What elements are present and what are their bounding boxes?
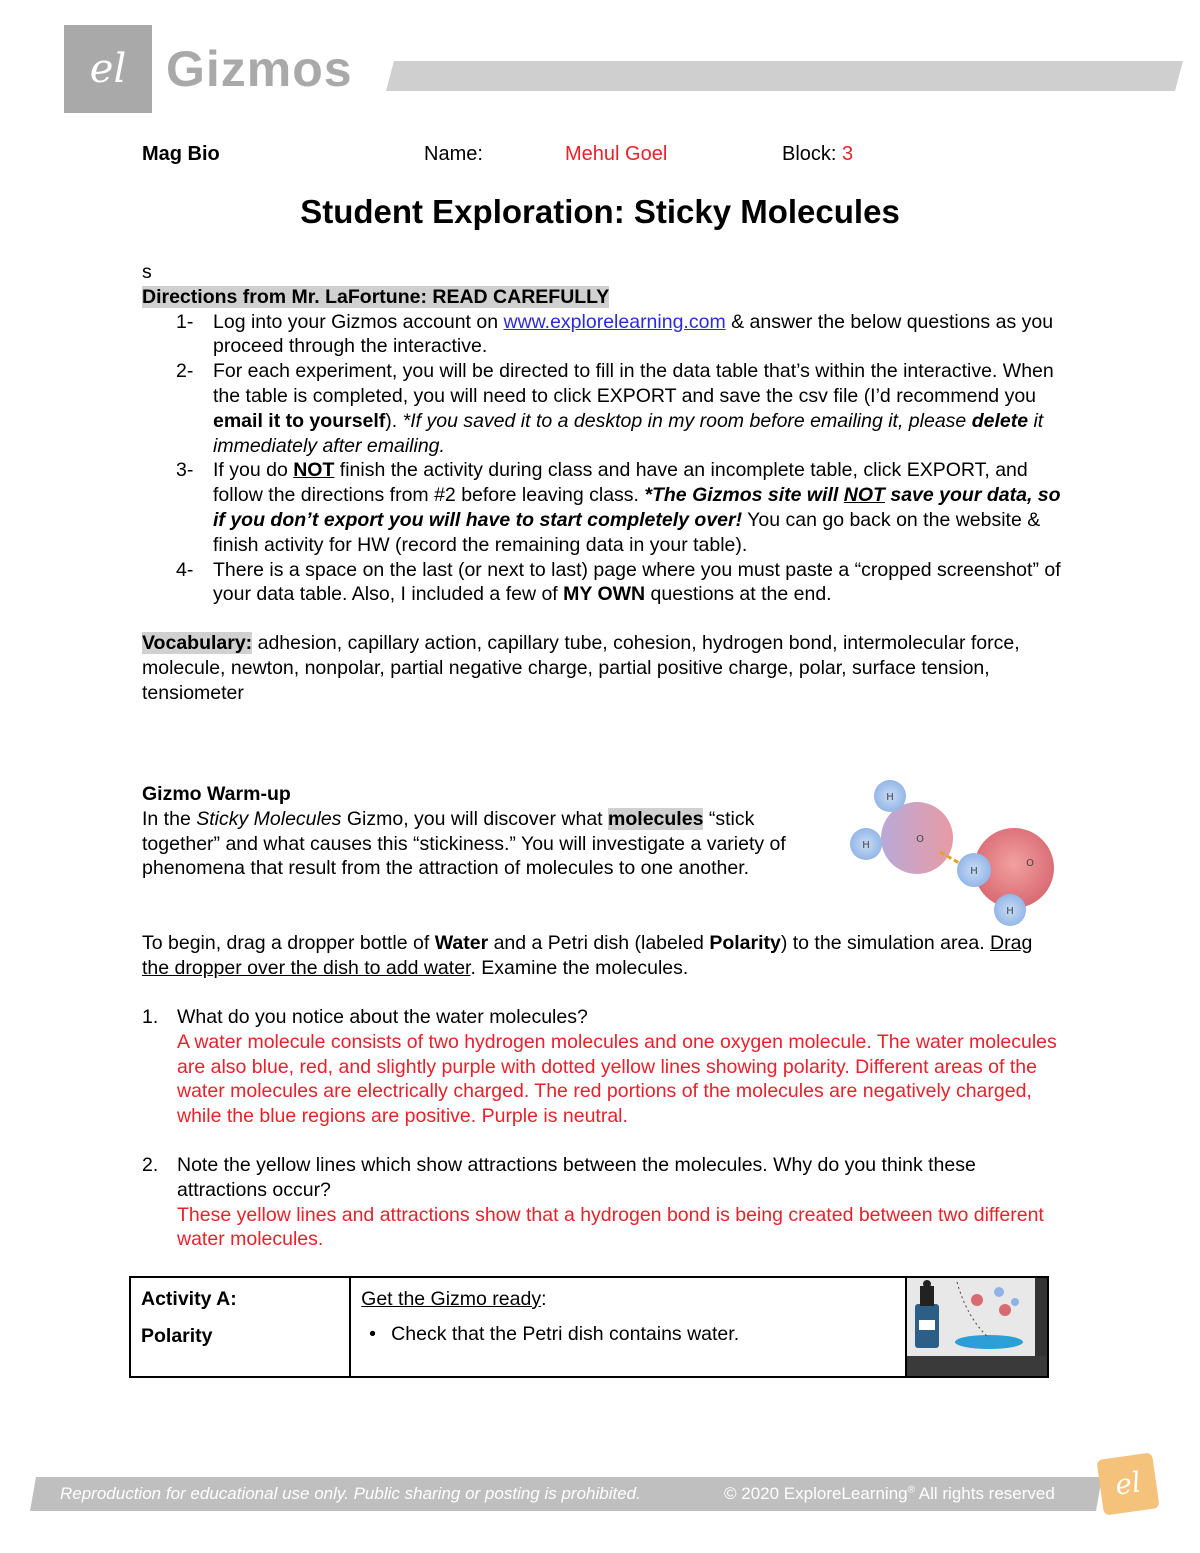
direction-text: ). [385,409,403,432]
warmup-instructions [142,931,1062,981]
logo-mark [64,25,152,113]
warmup-text: . Examine the molecules. [470,956,689,979]
warmup-text: ) to the simulation area. [780,932,991,954]
oxygen-label: O [1026,858,1034,869]
badge-letters: el [1112,1465,1143,1502]
direction-bold-italic: *The Gizmos site will [644,484,844,507]
vocabulary-text: adhesion, capillary action, capillary tube, cohesion, hydrogen bond, intermolecular force, molecule, newton, nonpolar, partial negative charge, partial positive charge, polar, surface tension, tensiometer [142,632,1020,704]
warmup-heading: Gizmo Warm-up [142,783,291,805]
direction-text: finish the activity during class and have an incomplete table, click EXPORT, and follow the directions from #2 before leaving class. [213,459,1028,507]
warmup-text: and a Petri dish (labeled [488,932,710,954]
water-molecule-1 [850,780,953,874]
activity-label-cell [130,1277,350,1377]
warmup-paragraph [142,807,802,881]
activity-table [129,1276,1049,1378]
block-row [782,143,853,166]
logo-letters: el [89,46,127,92]
direction-bold-underline: NOT [293,459,335,482]
direction-text: If you do [213,459,294,482]
warmup-section [142,782,802,881]
direction-number: 2- [176,360,194,383]
direction-bold-italic: save your data, so if you don’t export you will have to start completely over! [213,484,1061,531]
hydrogen-label: H [970,866,978,877]
direction-text: questions at the end. [645,583,832,606]
direction-italic-bold: delete [971,409,1029,432]
direction-item [142,310,1062,360]
gizmo-ready-colon: : [541,1288,547,1310]
gizmo-ready-line [361,1288,895,1311]
explorelearning-badge-icon [1096,1452,1159,1515]
direction-item [142,458,1062,557]
vocabulary-label: Vocabulary: [142,632,253,655]
directions-heading [142,285,1062,310]
explorelearning-link[interactable]: www.explorelearning.com [503,310,726,333]
direction-text: There is a space on the last (or next to last) page where you must paste a “cropped screenshot” of your data table. Also, I included a few of [213,558,1061,606]
activity-instructions-cell [350,1277,906,1377]
footer-disclaimer: Reproduction for educational use only. Public sharing or posting is prohibited. [60,1484,641,1503]
direction-text: & answer the below questions as you proceed through the interactive. [213,310,1054,358]
vocabulary [142,631,1062,705]
oxygen-label: O [916,834,924,845]
warmup-bold: Polarity [709,932,781,954]
direction-item [142,359,1062,458]
water-molecules-illustration [842,772,1062,932]
document-body [142,260,1062,706]
hydrogen-label: H [1006,906,1014,917]
footer-copyright [724,1484,1055,1504]
direction-number: 3- [176,459,194,482]
direction-italic: it immediately after emailing. [213,409,1044,457]
header-bar [386,61,1183,91]
bullet-text: Check that the Petri dish contains water. [391,1323,740,1345]
question-text: Note the yellow lines which show attractions between the molecules. Why do you think these attractions occur? [177,1153,976,1201]
warmup-bold: molecules [608,807,704,830]
direction-text: You can go back on the website & finish activity for HW (record the remaining data in your table). [213,508,1041,556]
direction-bold-italic-underline: NOT [843,484,885,507]
direction-bold: MY OWN [563,583,646,606]
direction-text: For each experiment, you will be directed to fill in the data table that’s within the interactive. When the table is completed, you will need to click EXPORT and save the csv file (I’d recommend you [213,360,1054,407]
question-number: 1. [142,1006,159,1028]
block-label: Block: [782,143,837,165]
warmup-text: “stick together” and what causes this “stickiness.” You will investigate a variety of phenomena that result from the attraction of molecules to one another. [142,807,786,880]
name-label: Name: [424,143,483,165]
activity-thumbnail-cell [906,1277,1048,1377]
brand-name: Gizmos [166,41,353,97]
registered-mark: ® [907,1484,915,1496]
warmup-italic: Sticky Molecules [196,807,342,830]
course-label: Mag Bio [142,143,220,165]
hydrogen-label: H [862,840,870,851]
direction-number: 1- [176,310,194,333]
question-number: 2. [142,1153,159,1176]
question-1 [142,1005,1057,1129]
question-2 [142,1153,1057,1252]
warmup-text: To begin, drag a dropper bottle of [142,932,435,954]
gizmo-thumbnail [907,1278,1047,1356]
directions-list [142,310,1062,608]
bullet-dot: • [369,1323,376,1345]
direction-bold: email it to yourself [213,409,386,432]
water-molecule-2 [957,828,1054,926]
page-title: Student Exploration: Sticky Molecules [300,193,900,230]
direction-item [142,558,1062,608]
question-text: What do you notice about the water molecules? [177,1006,588,1028]
activity-bullet-item [361,1323,895,1346]
block-value: 3 [842,143,854,165]
activity-label: Activity A: [141,1288,237,1310]
warmup-underline: Drag the dropper over the dish to add water [142,932,1033,979]
direction-number: 4- [176,558,194,581]
answer-text: A water molecule consists of two hydrogen molecules and one oxygen molecule. The water molecules are also blue, red, and slightly purple with dotted yellow lines showing polarity. Different areas of the water molecules are electrically charged. The red portions of the molecules are negatively charged, while the blue regions are positive. Purple is neutral. [177,1030,1057,1128]
answer-text: These yellow lines and attractions show that a hydrogen bond is being created between two different water molecules. [177,1203,1044,1251]
activity-name: Polarity [141,1325,213,1347]
hydrogen-label: H [886,792,894,803]
copyright-text: © 2020 ExploreLearning [724,1484,908,1503]
warmup-bold: Water [434,932,489,954]
stray-char: s [142,261,152,283]
direction-text: Log into your Gizmos account on [213,310,504,333]
gizmo-ready-heading: Get the Gizmo ready [361,1288,542,1310]
rights-text: All rights reserved [914,1484,1055,1503]
warmup-text: In the [142,807,197,830]
name-value: Mehul Goel [565,143,668,165]
questions [142,1005,1057,1252]
directions-heading-text: Directions from Mr. LaFortune: READ CAREFULLY [142,285,610,308]
warmup-text: Gizmo, you will discover what [341,807,609,830]
direction-italic: *If you saved it to a desktop in my room before emailing it, please [402,409,972,432]
